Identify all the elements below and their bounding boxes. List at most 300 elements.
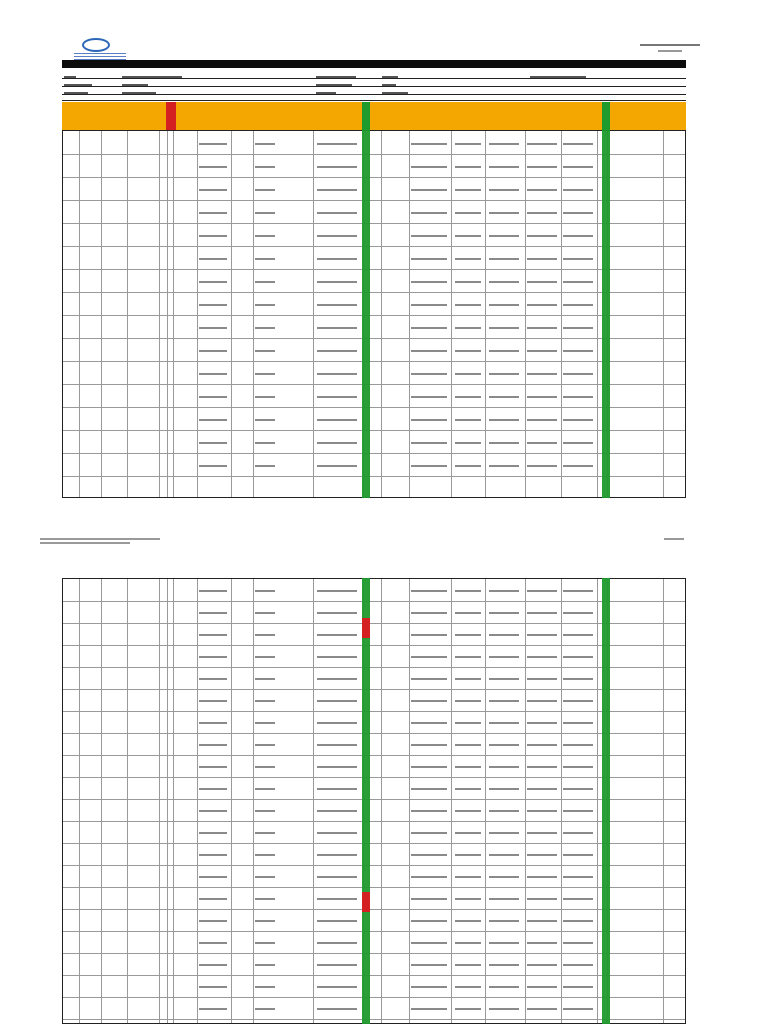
cell-text bbox=[489, 350, 519, 352]
table-row bbox=[63, 975, 685, 976]
header-green-cell bbox=[362, 102, 370, 130]
cell-text bbox=[527, 350, 557, 352]
cell-text bbox=[489, 854, 519, 856]
cell-text bbox=[317, 700, 357, 702]
cell-text bbox=[563, 678, 593, 680]
cell-text bbox=[317, 212, 357, 214]
table-row bbox=[63, 689, 685, 690]
cell-text bbox=[489, 920, 519, 922]
cell-text bbox=[411, 189, 447, 191]
version-text bbox=[658, 50, 682, 52]
cell-text bbox=[317, 189, 357, 191]
header-green-cell bbox=[602, 102, 610, 130]
cell-text bbox=[411, 1008, 447, 1010]
cell-text bbox=[455, 678, 481, 680]
cell-text bbox=[199, 986, 227, 988]
cell-text bbox=[199, 143, 227, 145]
cell-text bbox=[527, 898, 557, 900]
info-value bbox=[382, 92, 408, 94]
cell-text bbox=[489, 396, 519, 398]
cell-text bbox=[199, 189, 227, 191]
cell-text bbox=[527, 788, 557, 790]
cell-text bbox=[455, 235, 481, 237]
cell-text bbox=[563, 700, 593, 702]
cell-text bbox=[563, 281, 593, 283]
cell-text bbox=[411, 810, 447, 812]
cell-text bbox=[199, 258, 227, 260]
cell-text bbox=[255, 700, 275, 702]
info-label bbox=[530, 76, 586, 78]
cell-text bbox=[255, 442, 275, 444]
cell-text bbox=[489, 281, 519, 283]
high-risk-cell bbox=[362, 618, 370, 638]
cell-text bbox=[489, 258, 519, 260]
cell-text bbox=[255, 465, 275, 467]
cell-text bbox=[411, 258, 447, 260]
cell-text bbox=[489, 942, 519, 944]
cell-text bbox=[563, 854, 593, 856]
table-row bbox=[63, 1019, 685, 1020]
cell-text bbox=[527, 258, 557, 260]
cell-text bbox=[411, 700, 447, 702]
cell-text bbox=[255, 189, 275, 191]
cell-text bbox=[527, 304, 557, 306]
cell-text bbox=[455, 419, 481, 421]
cell-text bbox=[455, 304, 481, 306]
cell-text bbox=[527, 235, 557, 237]
table-row bbox=[63, 453, 685, 454]
cell-text bbox=[317, 810, 357, 812]
cell-text bbox=[563, 235, 593, 237]
cell-text bbox=[317, 373, 357, 375]
cell-text bbox=[563, 373, 593, 375]
cell-text bbox=[489, 442, 519, 444]
cell-text bbox=[199, 722, 227, 724]
cell-text bbox=[199, 920, 227, 922]
cell-text bbox=[411, 396, 447, 398]
cell-text bbox=[527, 986, 557, 988]
cell-text bbox=[489, 235, 519, 237]
cell-text bbox=[199, 442, 227, 444]
table-row bbox=[63, 799, 685, 800]
table-row bbox=[63, 645, 685, 646]
info-label bbox=[64, 92, 88, 94]
cell-text bbox=[527, 656, 557, 658]
cell-text bbox=[527, 722, 557, 724]
info-value bbox=[122, 84, 148, 86]
cell-text bbox=[317, 964, 357, 966]
cell-text bbox=[527, 700, 557, 702]
cell-text bbox=[199, 235, 227, 237]
cell-text bbox=[317, 304, 357, 306]
cell-text bbox=[489, 419, 519, 421]
table-row bbox=[63, 711, 685, 712]
cell-text bbox=[411, 722, 447, 724]
cell-text bbox=[563, 964, 593, 966]
info-label bbox=[64, 76, 76, 78]
cell-text bbox=[527, 854, 557, 856]
risk-level-column bbox=[362, 578, 370, 1024]
cell-text bbox=[563, 986, 593, 988]
cell-text bbox=[411, 327, 447, 329]
cell-text bbox=[563, 189, 593, 191]
cell-text bbox=[317, 327, 357, 329]
cell-text bbox=[199, 788, 227, 790]
cell-text bbox=[489, 876, 519, 878]
cell-text bbox=[563, 258, 593, 260]
cell-text bbox=[255, 235, 275, 237]
cell-text bbox=[317, 744, 357, 746]
cell-text bbox=[489, 373, 519, 375]
cell-text bbox=[563, 788, 593, 790]
cell-text bbox=[455, 898, 481, 900]
cell-text bbox=[317, 235, 357, 237]
info-label bbox=[316, 92, 336, 94]
cell-text bbox=[527, 810, 557, 812]
cell-text bbox=[317, 678, 357, 680]
cell-text bbox=[563, 327, 593, 329]
cell-text bbox=[455, 832, 481, 834]
cell-text bbox=[411, 590, 447, 592]
cell-text bbox=[199, 327, 227, 329]
cell-text bbox=[527, 942, 557, 944]
cell-text bbox=[255, 832, 275, 834]
cell-text bbox=[199, 634, 227, 636]
cell-text bbox=[563, 590, 593, 592]
table-row bbox=[63, 931, 685, 932]
cell-text bbox=[255, 327, 275, 329]
cell-text bbox=[527, 1008, 557, 1010]
cell-text bbox=[455, 700, 481, 702]
cell-text bbox=[255, 373, 275, 375]
cell-text bbox=[411, 920, 447, 922]
table-row bbox=[63, 384, 685, 385]
cell-text bbox=[527, 327, 557, 329]
cell-text bbox=[411, 442, 447, 444]
cell-text bbox=[527, 678, 557, 680]
table-row bbox=[63, 407, 685, 408]
table-row bbox=[63, 843, 685, 844]
cell-text bbox=[317, 258, 357, 260]
cell-text bbox=[455, 590, 481, 592]
cell-text bbox=[455, 189, 481, 191]
cell-text bbox=[563, 942, 593, 944]
cell-text bbox=[411, 373, 447, 375]
cell-text bbox=[317, 634, 357, 636]
cell-text bbox=[255, 396, 275, 398]
cell-text bbox=[317, 590, 357, 592]
cell-text bbox=[317, 854, 357, 856]
cell-text bbox=[527, 634, 557, 636]
cell-text bbox=[411, 656, 447, 658]
cell-text bbox=[455, 281, 481, 283]
cell-text bbox=[255, 854, 275, 856]
table-row bbox=[63, 154, 685, 155]
company-logo bbox=[74, 38, 126, 58]
info-value bbox=[382, 84, 396, 86]
risk-table-page-1 bbox=[62, 130, 686, 498]
cell-text bbox=[563, 304, 593, 306]
cell-text bbox=[317, 442, 357, 444]
cell-text bbox=[489, 465, 519, 467]
cell-text bbox=[563, 722, 593, 724]
cell-text bbox=[199, 854, 227, 856]
residual-risk-column bbox=[602, 578, 610, 1024]
cell-text bbox=[527, 876, 557, 878]
cell-text bbox=[317, 656, 357, 658]
cell-text bbox=[527, 212, 557, 214]
cell-text bbox=[455, 396, 481, 398]
cell-text bbox=[563, 396, 593, 398]
cell-text bbox=[455, 612, 481, 614]
cell-text bbox=[455, 143, 481, 145]
cell-text bbox=[563, 1008, 593, 1010]
cell-text bbox=[255, 744, 275, 746]
cell-text bbox=[411, 898, 447, 900]
cell-text bbox=[527, 373, 557, 375]
cell-text bbox=[199, 590, 227, 592]
table-header bbox=[62, 102, 686, 130]
cell-text bbox=[317, 396, 357, 398]
table-row bbox=[63, 997, 685, 998]
cell-text bbox=[527, 465, 557, 467]
cell-text bbox=[455, 1008, 481, 1010]
table-row bbox=[63, 667, 685, 668]
cell-text bbox=[411, 678, 447, 680]
cell-text bbox=[455, 656, 481, 658]
cell-text bbox=[199, 465, 227, 467]
cell-text bbox=[255, 766, 275, 768]
cell-text bbox=[563, 634, 593, 636]
cell-text bbox=[489, 722, 519, 724]
cell-text bbox=[199, 612, 227, 614]
info-label bbox=[316, 76, 356, 78]
cell-text bbox=[411, 634, 447, 636]
table-row bbox=[63, 246, 685, 247]
cell-text bbox=[489, 700, 519, 702]
cell-text bbox=[563, 832, 593, 834]
cell-text bbox=[489, 612, 519, 614]
cell-text bbox=[489, 832, 519, 834]
cell-text bbox=[527, 612, 557, 614]
cell-text bbox=[489, 304, 519, 306]
cell-text bbox=[255, 898, 275, 900]
cell-text bbox=[455, 166, 481, 168]
table-row bbox=[63, 269, 685, 270]
cell-text bbox=[317, 942, 357, 944]
footnote bbox=[40, 538, 160, 540]
risk-table-page-2 bbox=[62, 578, 686, 1024]
cell-text bbox=[411, 304, 447, 306]
cell-text bbox=[317, 986, 357, 988]
cell-text bbox=[455, 920, 481, 922]
cell-text bbox=[527, 744, 557, 746]
cell-text bbox=[317, 788, 357, 790]
cell-text bbox=[489, 656, 519, 658]
cell-text bbox=[455, 373, 481, 375]
cell-text bbox=[489, 143, 519, 145]
cell-text bbox=[255, 876, 275, 878]
table-row bbox=[63, 909, 685, 910]
cell-text bbox=[411, 419, 447, 421]
cell-text bbox=[317, 876, 357, 878]
cell-text bbox=[563, 212, 593, 214]
cell-text bbox=[199, 810, 227, 812]
cell-text bbox=[527, 166, 557, 168]
cell-text bbox=[255, 920, 275, 922]
cell-text bbox=[255, 634, 275, 636]
table-row bbox=[63, 953, 685, 954]
cell-text bbox=[563, 766, 593, 768]
residual-risk-column bbox=[602, 130, 610, 498]
cell-text bbox=[411, 612, 447, 614]
high-risk-cell bbox=[362, 892, 370, 912]
cell-text bbox=[489, 788, 519, 790]
cell-text bbox=[455, 212, 481, 214]
cell-text bbox=[527, 419, 557, 421]
cell-text bbox=[411, 832, 447, 834]
cell-text bbox=[317, 1008, 357, 1010]
cell-text bbox=[489, 590, 519, 592]
cell-text bbox=[455, 810, 481, 812]
cell-text bbox=[255, 281, 275, 283]
cell-text bbox=[563, 810, 593, 812]
cell-text bbox=[455, 465, 481, 467]
title-bar bbox=[62, 60, 686, 68]
cell-text bbox=[317, 722, 357, 724]
cell-text bbox=[255, 143, 275, 145]
cell-text bbox=[411, 854, 447, 856]
cell-text bbox=[411, 235, 447, 237]
cell-text bbox=[255, 612, 275, 614]
cell-text bbox=[255, 419, 275, 421]
cell-text bbox=[255, 258, 275, 260]
cell-text bbox=[455, 327, 481, 329]
info-label bbox=[64, 84, 92, 86]
footnote bbox=[40, 542, 130, 544]
cell-text bbox=[317, 465, 357, 467]
cell-text bbox=[255, 166, 275, 168]
header-red-cell bbox=[166, 102, 176, 130]
cell-text bbox=[199, 1008, 227, 1010]
cell-text bbox=[199, 942, 227, 944]
cell-text bbox=[455, 788, 481, 790]
table-row bbox=[63, 821, 685, 822]
cell-text bbox=[317, 166, 357, 168]
cell-text bbox=[527, 442, 557, 444]
table-row bbox=[63, 223, 685, 224]
cell-text bbox=[199, 396, 227, 398]
page-number bbox=[664, 538, 684, 540]
cell-text bbox=[255, 942, 275, 944]
table-row bbox=[63, 733, 685, 734]
cell-text bbox=[455, 350, 481, 352]
risk-level-column bbox=[362, 130, 370, 498]
cell-text bbox=[199, 744, 227, 746]
cell-text bbox=[411, 281, 447, 283]
cell-text bbox=[455, 258, 481, 260]
cell-text bbox=[255, 656, 275, 658]
info-row-line bbox=[62, 78, 686, 79]
cell-text bbox=[255, 590, 275, 592]
cell-text bbox=[255, 350, 275, 352]
cell-text bbox=[527, 396, 557, 398]
cell-text bbox=[411, 212, 447, 214]
table-row bbox=[63, 887, 685, 888]
info-value bbox=[382, 76, 398, 78]
cell-text bbox=[255, 678, 275, 680]
cell-text bbox=[411, 166, 447, 168]
cell-text bbox=[411, 465, 447, 467]
cell-text bbox=[455, 964, 481, 966]
cell-text bbox=[317, 281, 357, 283]
info-label bbox=[316, 84, 352, 86]
cell-text bbox=[563, 612, 593, 614]
cell-text bbox=[317, 419, 357, 421]
cell-text bbox=[411, 788, 447, 790]
cell-text bbox=[317, 832, 357, 834]
cell-text bbox=[455, 986, 481, 988]
cell-text bbox=[317, 143, 357, 145]
info-value bbox=[122, 92, 156, 94]
cell-text bbox=[455, 634, 481, 636]
cell-text bbox=[489, 744, 519, 746]
cell-text bbox=[563, 442, 593, 444]
cell-text bbox=[199, 656, 227, 658]
cell-text bbox=[255, 722, 275, 724]
cell-text bbox=[527, 964, 557, 966]
cell-text bbox=[255, 304, 275, 306]
cell-text bbox=[317, 766, 357, 768]
cell-text bbox=[317, 612, 357, 614]
cell-text bbox=[489, 212, 519, 214]
cell-text bbox=[255, 964, 275, 966]
cell-text bbox=[411, 876, 447, 878]
cell-text bbox=[527, 832, 557, 834]
table-row bbox=[63, 476, 685, 477]
cell-text bbox=[199, 832, 227, 834]
table-row bbox=[63, 338, 685, 339]
cell-text bbox=[317, 350, 357, 352]
cell-text bbox=[199, 700, 227, 702]
cell-text bbox=[489, 898, 519, 900]
cell-text bbox=[563, 876, 593, 878]
cell-text bbox=[199, 678, 227, 680]
table-row bbox=[63, 361, 685, 362]
table-row bbox=[63, 177, 685, 178]
cell-text bbox=[199, 419, 227, 421]
cell-text bbox=[199, 766, 227, 768]
cell-text bbox=[411, 744, 447, 746]
cell-text bbox=[489, 327, 519, 329]
table-row bbox=[63, 315, 685, 316]
cell-text bbox=[199, 373, 227, 375]
cell-text bbox=[527, 143, 557, 145]
cell-text bbox=[489, 1008, 519, 1010]
cell-text bbox=[199, 898, 227, 900]
cell-text bbox=[411, 143, 447, 145]
cell-text bbox=[199, 964, 227, 966]
cell-text bbox=[489, 189, 519, 191]
info-row-line bbox=[62, 86, 686, 87]
cell-text bbox=[455, 854, 481, 856]
cell-text bbox=[563, 465, 593, 467]
cell-text bbox=[489, 964, 519, 966]
table-row bbox=[63, 292, 685, 293]
cell-text bbox=[255, 212, 275, 214]
cell-text bbox=[255, 788, 275, 790]
table-row bbox=[63, 200, 685, 201]
